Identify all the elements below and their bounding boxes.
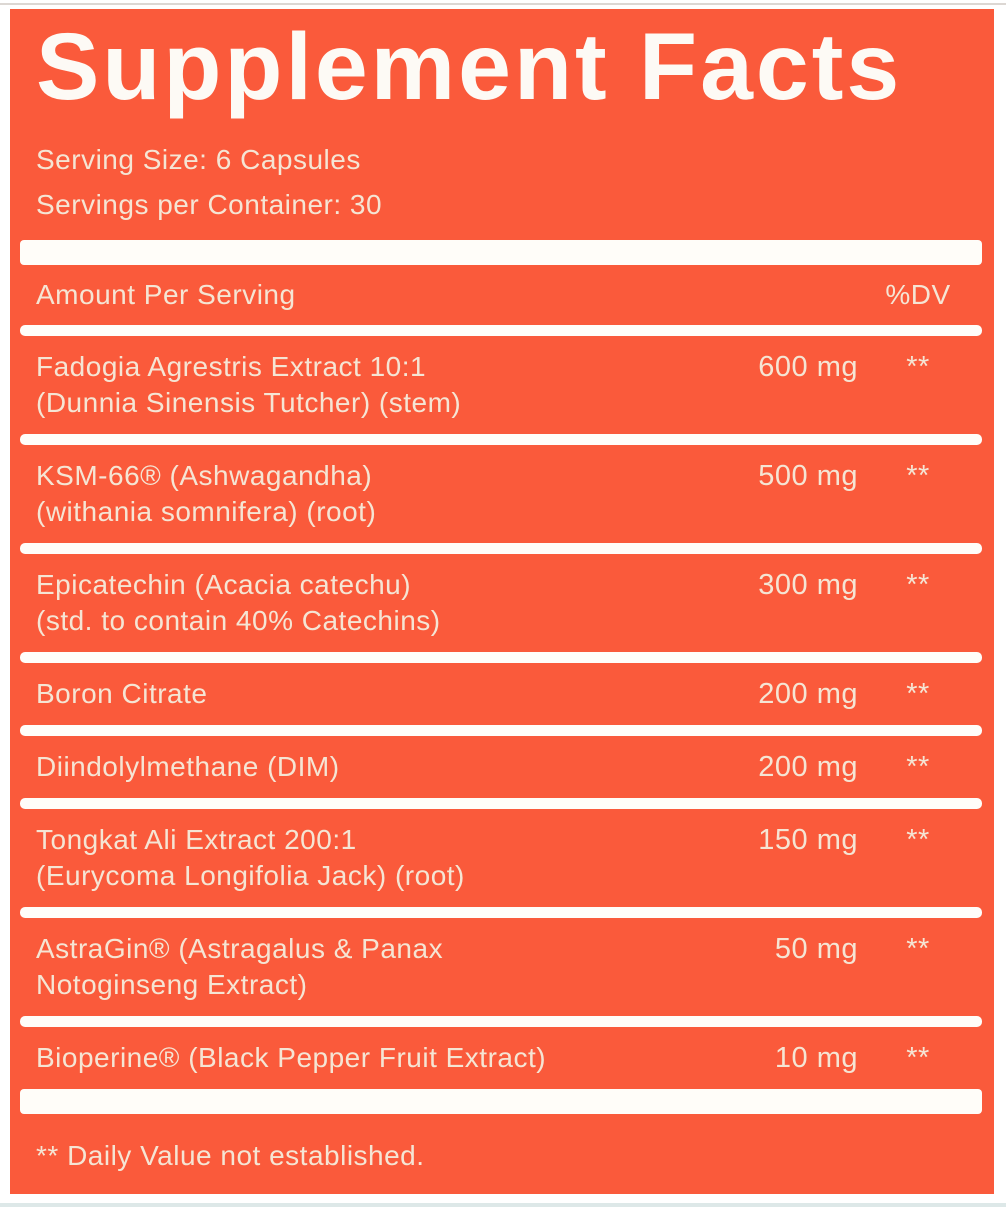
ingredient-name-line1: Diindolylmethane (DIM) — [36, 751, 340, 782]
row-divider — [20, 1016, 982, 1027]
dv-column-label: %DV — [885, 279, 951, 310]
row-divider — [20, 434, 982, 445]
ingredient-name — [36, 931, 708, 1003]
ingredient-dv: ** — [906, 460, 930, 492]
ingredient-row — [10, 445, 994, 543]
daily-value-footnote: ** Daily Value not established. — [36, 1140, 425, 1171]
table-header-row — [10, 265, 994, 325]
divider-thick-top — [20, 240, 982, 265]
ingredient-name-line1: Fadogia Agrestris Extract 10:1 — [36, 351, 427, 382]
ingredient-dv: ** — [906, 569, 930, 601]
ingredient-dv: ** — [906, 678, 930, 710]
ingredient-name-line2: Notoginseng Extract) — [36, 969, 308, 1000]
ingredient-name — [36, 458, 708, 530]
ingredient-name-line2: (Dunnia Sinensis Tutcher) (stem) — [36, 387, 462, 418]
amount-per-serving-label: Amount Per Serving — [36, 279, 296, 310]
ingredient-name-line1: Bioperine® (Black Pepper Fruit Extract) — [36, 1042, 547, 1073]
ingredient-dv: ** — [906, 933, 930, 965]
ingredient-row — [10, 663, 994, 725]
ingredient-amount: 10 mg — [774, 1042, 858, 1074]
ingredient-name-line1: KSM-66® (Ashwagandha) — [36, 460, 373, 491]
ingredient-amount: 200 mg — [758, 751, 858, 783]
label-title: Supplement Facts — [36, 14, 903, 120]
row-divider — [20, 652, 982, 663]
serving-size: Serving Size: 6 Capsules — [36, 144, 361, 175]
servings-per-container: Servings per Container: 30 — [36, 189, 383, 220]
ingredient-dv: ** — [906, 751, 930, 783]
ingredient-amount: 50 mg — [774, 933, 858, 965]
serving-info — [10, 137, 994, 227]
ingredient-amount: 600 mg — [758, 351, 858, 383]
ingredient-name — [36, 567, 708, 639]
divider-thick-bottom — [20, 1089, 982, 1114]
ingredient-name — [36, 349, 708, 421]
ingredient-row — [10, 736, 994, 798]
ingredient-name — [36, 676, 708, 712]
row-divider — [20, 798, 982, 809]
ingredient-name — [36, 822, 708, 894]
ingredient-amount: 200 mg — [758, 678, 858, 710]
ingredient-name — [36, 749, 708, 785]
ingredient-row — [10, 1027, 994, 1089]
row-divider — [20, 325, 982, 336]
ingredient-rows — [10, 325, 994, 1089]
supplement-facts-label — [10, 9, 994, 1194]
ingredient-name-line1: Epicatechin (Acacia catechu) — [36, 569, 412, 600]
ingredient-name-line2: (std. to contain 40% Catechins) — [36, 605, 441, 636]
ingredient-row — [10, 918, 994, 1016]
ingredient-dv: ** — [906, 824, 930, 856]
photo-top-edge-line — [0, 3, 1006, 5]
ingredient-name — [36, 1040, 708, 1076]
ingredient-dv: ** — [906, 1042, 930, 1074]
ingredient-row — [10, 554, 994, 652]
row-divider — [20, 543, 982, 554]
ingredient-amount: 150 mg — [758, 824, 858, 856]
ingredient-amount: 300 mg — [758, 569, 858, 601]
ingredient-amount: 500 mg — [758, 460, 858, 492]
ingredient-name-line1: Boron Citrate — [36, 678, 208, 709]
ingredient-row — [10, 809, 994, 907]
row-divider — [20, 907, 982, 918]
ingredient-row — [10, 336, 994, 434]
ingredient-name-line1: AstraGin® (Astragalus & Panax — [36, 933, 444, 964]
ingredient-name-line2: (Eurycoma Longifolia Jack) (root) — [36, 860, 465, 891]
row-divider — [20, 725, 982, 736]
ingredient-name-line2: (withania somnifera) (root) — [36, 496, 377, 527]
ingredient-dv: ** — [906, 351, 930, 383]
ingredient-name-line1: Tongkat Ali Extract 200:1 — [36, 824, 357, 855]
photo-bottom-edge-line — [0, 1203, 1006, 1207]
